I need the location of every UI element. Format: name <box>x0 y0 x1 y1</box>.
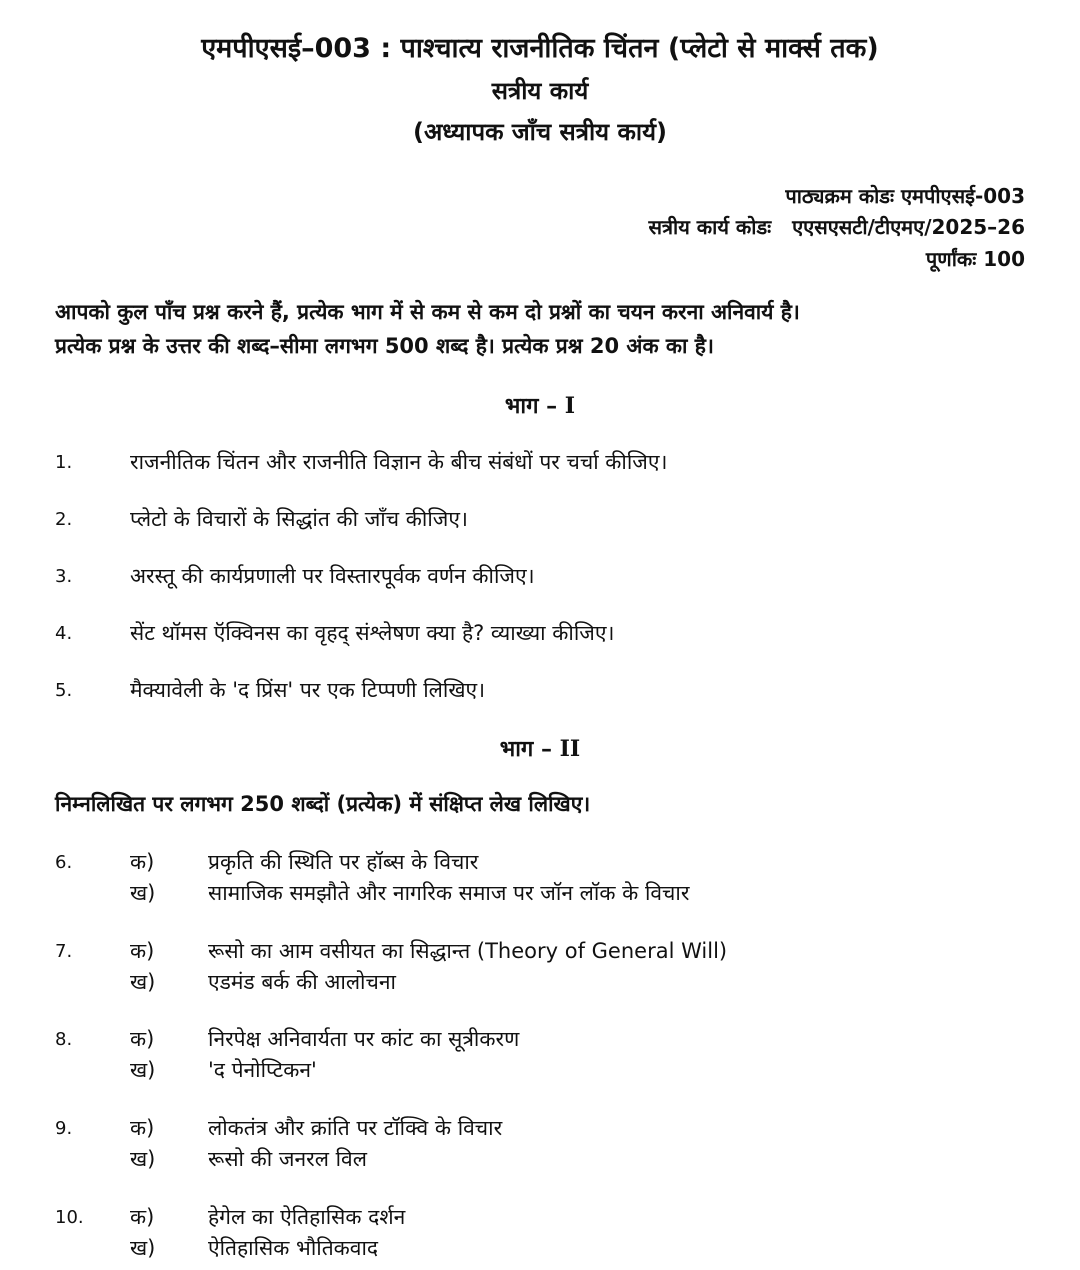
question-text: मैक्यावेली के 'द प्रिंस' पर एक टिप्पणी लिखिए। <box>130 678 486 702</box>
question-number: 10. <box>55 1207 84 1228</box>
question-item <box>0 1114 1080 1144</box>
question-number: 3. <box>55 566 73 587</box>
sub-question-text: रूसो की जनरल विल <box>208 1147 367 1171</box>
sub-label: ख) <box>130 1236 156 1260</box>
document-title: एमपीएसई–003 : पाश्चात्य राजनीतिक चिंतन (प्लेटो से मार्क्स तक) <box>201 33 879 64</box>
sub-question-text: लोकतंत्र और क्रांति पर टॉक्वि के विचार <box>208 1116 503 1140</box>
question-item <box>0 448 1080 482</box>
part-2-instruction: निम्नलिखित पर लगभग 250 शब्दों (प्रत्येक) में संक्षिप्त लेख लिखिए। <box>55 792 591 816</box>
sub-question <box>0 968 1080 998</box>
question-number: 5. <box>55 680 73 701</box>
sub-label: क) <box>130 939 155 963</box>
part-1-heading: भाग – I <box>504 393 576 419</box>
question-text: अरस्तू की कार्यप्रणाली पर विस्तारपूर्वक वर्णन कीजिए। <box>130 564 535 588</box>
instruction-line-1: आपको कुल पाँच प्रश्न करने हैं, प्रत्येक भाग में से कम से कम दो प्रश्नों का चयन करना अनिवार्य है। <box>55 300 800 324</box>
sub-label: ख) <box>130 1147 156 1171</box>
question-item <box>0 505 1080 539</box>
sub-question-text: ऐतिहासिक भौतिकवाद <box>208 1236 379 1260</box>
sub-question <box>0 879 1080 909</box>
sub-question <box>0 1145 1080 1175</box>
sub-label: क) <box>130 1205 155 1229</box>
document-subtitle: सत्रीय कार्य <box>491 77 589 105</box>
sub-question-text: रूसो का आम वसीयत का सिद्धान्त (Theory of General Will) <box>208 939 728 963</box>
question-number: 6. <box>55 852 73 873</box>
question-item <box>0 562 1080 596</box>
sub-label: क) <box>130 1116 155 1140</box>
question-text: प्लेटो के विचारों के सिद्धांत की जाँच कीजिए। <box>130 507 468 531</box>
sub-label: ख) <box>130 970 156 994</box>
part-2-heading: भाग – II <box>499 736 581 762</box>
sub-question-text: हेगेल का ऐतिहासिक दर्शन <box>208 1205 406 1229</box>
course-code: पाठ्यक्रम कोडः एमपीएसई-003 <box>785 184 1025 208</box>
question-number: 4. <box>55 623 73 644</box>
question-item <box>0 1203 1080 1233</box>
sub-question-text: सामाजिक समझौते और नागरिक समाज पर जॉन लॉक के विचार <box>208 881 690 905</box>
question-text: सेंट थॉमस ऍक्विनस का वृहद् संश्लेषण क्या है? व्याख्या कीजिए। <box>130 621 615 645</box>
question-text: राजनीतिक चिंतन और राजनीति विज्ञान के बीच संबंधों पर चर्चा कीजिए। <box>130 450 668 474</box>
question-number: 7. <box>55 941 73 962</box>
sub-question-text: एडमंड बर्क की आलोचना <box>208 970 396 994</box>
sub-label: क) <box>130 1027 155 1051</box>
question-number: 9. <box>55 1118 73 1139</box>
question-number: 8. <box>55 1029 73 1050</box>
question-item <box>0 1025 1080 1055</box>
sub-label: क) <box>130 850 155 874</box>
assignment-code: सत्रीय कार्य कोडः एएसएसटी/टीएमए/2025–26 <box>648 215 1025 239</box>
question-number: 2. <box>55 509 73 530</box>
sub-label: ख) <box>130 881 156 905</box>
sub-question <box>0 1234 1080 1264</box>
document-subtitle-2: (अध्यापक जाँच सत्रीय कार्य) <box>412 118 667 146</box>
sub-question-text: प्रकृति की स्थिति पर हॉब्स के विचार <box>208 850 479 874</box>
sub-question-text: 'द पेनोप्टिकन' <box>208 1058 317 1082</box>
instruction-line-2: प्रत्येक प्रश्न के उत्तर की शब्द–सीमा लगभग 500 शब्द है। प्रत्येक प्रश्न 20 अंक का है। <box>55 334 714 358</box>
question-item <box>0 848 1080 878</box>
sub-question <box>0 1056 1080 1086</box>
sub-label: ख) <box>130 1058 156 1082</box>
question-number: 1. <box>55 452 73 473</box>
sub-question-text: निरपेक्ष अनिवार्यता पर कांट का सूत्रीकरण <box>208 1027 520 1051</box>
question-item <box>0 619 1080 653</box>
max-marks: पूर्णांकः 100 <box>925 247 1025 271</box>
question-item <box>0 937 1080 967</box>
question-item <box>0 676 1080 710</box>
